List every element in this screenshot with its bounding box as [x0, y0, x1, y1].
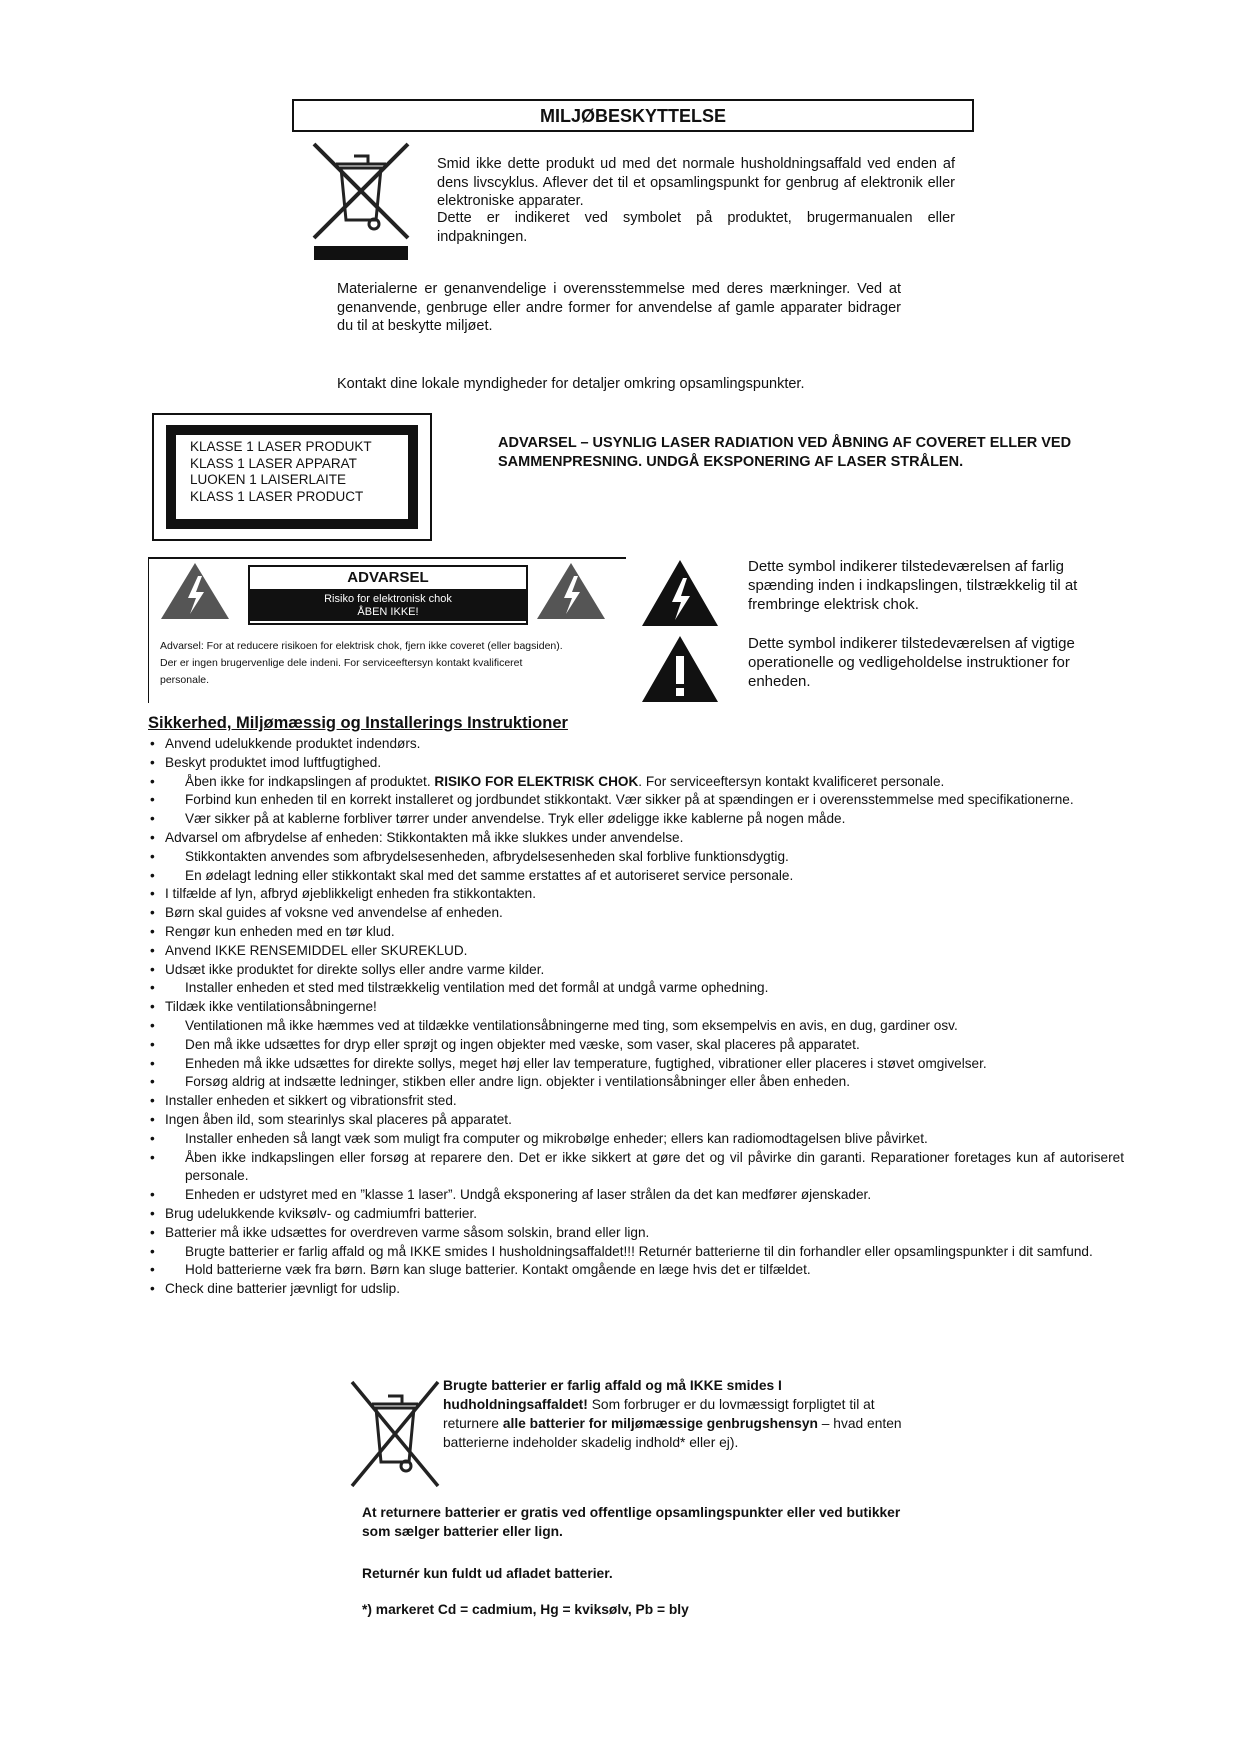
list-item: • Installer enheden et sikkert og vibrationsfrit sted. [148, 1092, 1124, 1111]
weee-bin-icon [306, 138, 416, 262]
list-item: • Børn skal guides af voksne ved anvendelse af enheden. [148, 904, 1124, 923]
list-item: • Enheden må ikke udsættes for direkte sollys, meget høj eller lav temperature, fugtighed, vibrationer eller placeres i støvet omgivelser. [148, 1055, 1124, 1074]
list-item: • Hold batterierne væk fra børn. Børn kan sluge batterier. Kontakt omgående en læge hvis det er tilfældet. [148, 1261, 1124, 1280]
shock-warning-title: ADVARSEL [250, 567, 526, 591]
list-item: • Ventilationen må ikke hæmmes ved at tildække ventilationsåbningerne med ting, som eksempelvis en avis, en dug, gardiner osv. [148, 1017, 1124, 1036]
list-item: • Anvend IKKE RENSEMIDDEL eller SKUREKLUD. [148, 942, 1124, 961]
list-item-text: . For serviceeftersyn kontakt kvalificeret personale. [638, 773, 945, 789]
label-border [148, 557, 149, 703]
laser-warning: ADVARSEL – USYNLIG LASER RADIATION VED ÅBNING AF COVERET ELLER VED SAMMENPRESNING. UNDGÅ EKSPONERING AF LASER STRÅLEN. [498, 435, 1072, 470]
note-line: personale. [160, 674, 210, 686]
weee-bin-icon [346, 1374, 442, 1496]
exclamation-triangle-icon [640, 634, 720, 704]
list-item: • Den må ikke udsættes for dryp eller sprøjt og ingen objekter med væske, som vaser, skal placeres på apparatet. [148, 1036, 1124, 1055]
list-item: • Brug udelukkende kviksølv- og cadmiumfri batterier. [148, 1205, 1124, 1224]
note-line: Advarsel: For at reducere risikoen for elektrisk chok, fjern ikke coveret (eller bagsiden). [160, 640, 563, 652]
env-paragraph-1: Smid ikke dette produkt ud med det normale husholdningsaffald ved enden af dens livscyklus. Aflever det til et opsamlingspunkt for genbrug af elektronik eller elektroniske apparater. [437, 156, 955, 209]
laser-label-line: KLASSE 1 LASER PRODUKT [190, 439, 372, 454]
page-title: MILJØBESKYTTELSE [292, 99, 974, 132]
shock-warning-line: Risiko for elektronisk chok [324, 593, 452, 605]
list-item: • Forbind kun enheden til en korrekt installeret og jordbundet stikkontakt. Vær sikker på at spændingen er i overensstemmelse med specifikationerne. [148, 791, 1124, 810]
list-item: • Anvend udelukkende produktet indendørs. [148, 735, 1124, 754]
shock-warning-line: ÅBEN IKKE! [357, 606, 419, 618]
list-item [148, 773, 1124, 792]
list-item: • I tilfælde af lyn, afbryd øjeblikkeligt enheden fra stikkontakten. [148, 885, 1124, 904]
lightning-warning-icon [158, 560, 232, 622]
safety-list [148, 735, 1124, 1299]
lightning-symbol-text: Dette symbol indikerer tilstedeværelsen af farlig spænding inden i indkapslingen, tilstrækkelig til at frembringe elektrisk chok. [748, 558, 1078, 613]
list-item: • Ingen åben ild, som stearinlys skal placeres på apparatet. [148, 1111, 1124, 1130]
env-paragraph-4: Kontakt dine lokale myndigheder for detaljer omkring opsamlingspunkter. [337, 376, 805, 392]
note-line: Der er ingen brugervenlige dele indeni. For serviceeftersyn kontakt kvalificeret [160, 657, 523, 669]
env-paragraph-3: Materialerne er genanvendelige i overensstemmelse med deres mærkninger. Ved at genanvende, genbruge eller andre former for anvendelse af gamle apparater bidrager du til at beskytte miljøet. [337, 281, 901, 334]
shock-warning-text [250, 591, 526, 621]
lightning-warning-icon [534, 560, 608, 622]
list-item: • Beskyt produktet imod luftfugtighed. [148, 754, 1124, 773]
list-item: • Forsøg aldrig at indsætte ledninger, stikben eller andre lign. objekter i ventilationsåbninger eller åben enheden. [148, 1073, 1124, 1092]
battery-emphasis: Brugte batterier er farlig affald og må IKKE smides I hudholdningsaffaldet! [443, 1378, 782, 1412]
list-item: • Åben ikke indkapslingen eller forsøg at reparere den. Det er ikke sikkert at gøre det og vil påvirke din garanti. Reparationer foretages kun af autoriseret personale. [148, 1149, 1124, 1187]
battery-paragraph-3: Returnér kun fuldt ud afladet batterier. [362, 1566, 613, 1581]
list-item: • Installer enheden så langt væk som muligt fra computer og mikrobølge enheder; ellers kan radiomodtagelsen blive påvirket. [148, 1130, 1124, 1149]
exclamation-symbol-text: Dette symbol indikerer tilstedeværelsen af vigtige operationelle og vedligeholdelse instruktioner for enheden. [748, 635, 1075, 690]
lightning-triangle-icon [640, 558, 720, 628]
list-item: • Installer enheden et sted med tilstrækkelig ventilation med det formål at undgå varme ophedning. [148, 979, 1124, 998]
laser-label-line: LUOKEN 1 LAISERLAITE [190, 472, 347, 487]
list-item-text: Åben ikke for indkapslingen af produktet. [185, 773, 435, 789]
battery-text: – hvad enten batterierne indeholder skadelig indhold* eller ej). [443, 1416, 902, 1450]
shock-warning-center [248, 565, 528, 625]
battery-paragraph-2: At returnere batterier er gratis ved offentlige opsamlingspunkter eller ved butikker som sælger batterier eller lign. [362, 1505, 901, 1539]
list-item: • Brugte batterier er farlig affald og må IKKE smides I husholdningsaffaldet!!! Returnér batterierne til din forhandler eller opsamlingspunkter i dit samfund. [148, 1243, 1124, 1262]
laser-label-line: KLASS 1 LASER APPARAT [190, 455, 357, 471]
battery-text: Som forbruger er du lovmæssigt forpligtet til at returnere [443, 1397, 875, 1431]
list-item: • Enheden er udstyret med en ”klasse 1 laser”. Undgå eksponering af laser strålen da det kan medfører øjenskader. [148, 1186, 1124, 1205]
shock-warning-note [160, 638, 620, 689]
list-item: • Tildæk ikke ventilationsåbningerne! [148, 998, 1124, 1017]
list-item: • Batterier må ikke udsættes for overdreven varme såsom solskin, brand eller lign. [148, 1224, 1124, 1243]
list-item: • Rengør kun enheden med en tør klud. [148, 923, 1124, 942]
list-item: • En ødelagt ledning eller stikkontakt skal med det samme erstattes af et autoriseret service personale. [148, 867, 1124, 886]
list-item: • Vær sikker på at kablerne forbliver tørrer under anvendelse. Tryk eller ødeligge ikke kablerne på nogen måde. [148, 810, 1124, 829]
battery-emphasis: alle batterier for miljømæssige genbrugshensyn [502, 1416, 818, 1431]
list-item: • Check dine batterier jævnligt for udslip. [148, 1280, 1124, 1299]
list-item: • Udsæt ikke produktet for direkte sollys eller andre varme kilder. [148, 961, 1124, 980]
env-paragraph-2: Dette er indikeret ved symbolet på produktet, brugermanualen eller indpakningen. [437, 210, 955, 245]
list-item-emphasis: RISIKO FOR ELEKTRISK CHOK [434, 773, 639, 789]
safety-section-title: Sikkerhed, Miljømæssig og Installerings Instruktioner [148, 714, 568, 732]
list-item: • Stikkontakten anvendes som afbrydelsesenheden, afbrydelsesenheden skal forblive funktionsdygtig. [148, 848, 1124, 867]
laser-class-label [152, 413, 432, 541]
list-item: • Advarsel om afbrydelse af enheden: Stikkontakten må ikke slukkes under anvendelse. [148, 829, 1124, 848]
battery-paragraph-1 [443, 1376, 913, 1452]
laser-label-line: KLASS 1 LASER PRODUCT [190, 488, 364, 504]
battery-footnote: *) markeret Cd = cadmium, Hg = kviksølv, Pb = bly [362, 1602, 689, 1617]
